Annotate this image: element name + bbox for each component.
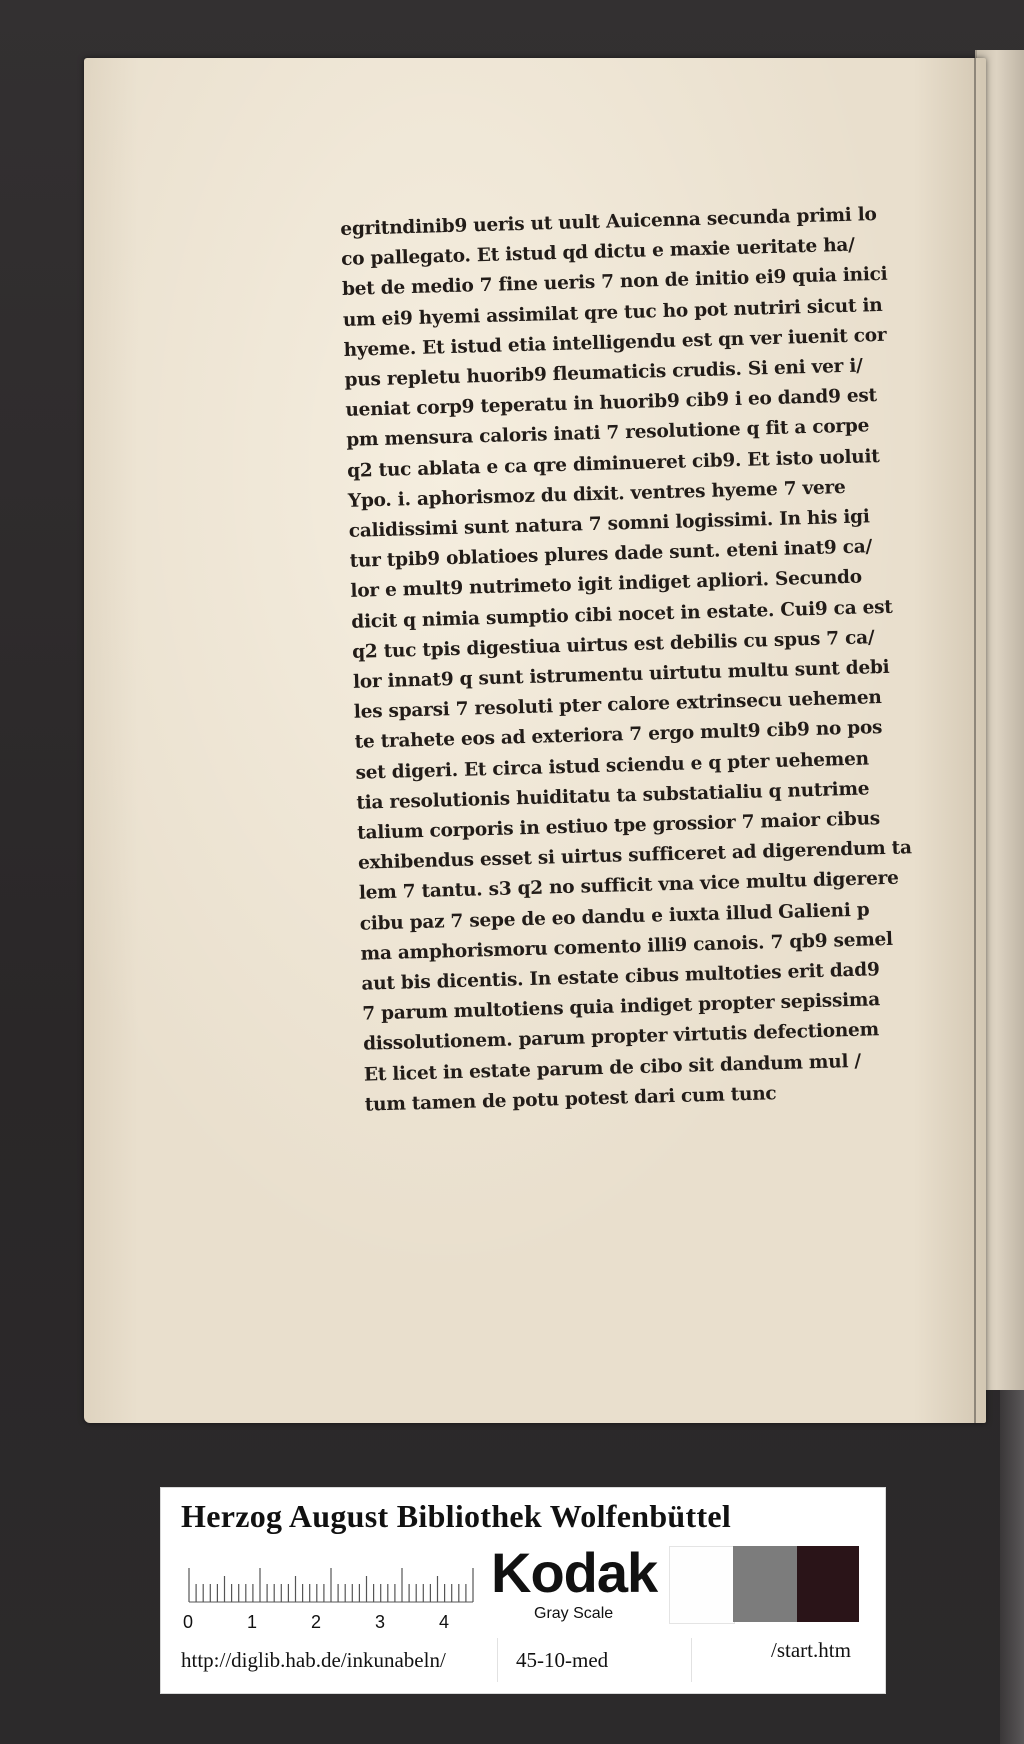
digital-library-url: http://diglib.hab.de/inkunabeln/ (181, 1648, 446, 1672)
text-line: ma amphorismoru comento illi9 canois. 7 qb9 semel (360, 928, 894, 965)
text-line: lor innat9 q sunt istrumentu uirtutu multu sunt debi (352, 656, 890, 693)
text-line: lor e mult9 nutrimeto igit indiget apliori. Secundo (350, 567, 863, 603)
gray-patch-white (669, 1546, 735, 1624)
divider (691, 1638, 692, 1682)
text-line: cibu paz 7 sepe de eo dandu e iuxta illud Galieni p (359, 899, 870, 935)
text-line: tia resolutionis huiditatu ta substatialiu q nutrime (356, 778, 870, 814)
text-line: 7 parum multotiens quia indiget propter sepissima (362, 989, 881, 1025)
gray-scale-label: Gray Scale (534, 1605, 614, 1622)
shelfmark: 45-10-med (516, 1648, 609, 1672)
divider (497, 1638, 498, 1682)
calibration-card (160, 1487, 886, 1694)
text-line: bet de medio 7 fine ueris 7 non de initio ei9 quia inici (341, 264, 888, 301)
measurement-ruler (181, 1558, 481, 1608)
ruler-number: 4 (439, 1612, 450, 1632)
ruler-number: 3 (375, 1612, 386, 1632)
text-line: exhibendus esset si uirtus sufficeret ad digerendum ta (357, 837, 912, 875)
text-line: Ypo. i. aphorismoz du dixit. ventres hyeme 7 vere (347, 476, 846, 512)
page-gutter (974, 58, 976, 1423)
text-line: set digeri. Et circa istud sciendu e q pter uehemen (355, 748, 870, 784)
text-line: q2 tuc tpis digestiua uirtus est debilis cu spus 7 ca/ (351, 627, 875, 663)
text-line: ueniat corp9 teperatu in huorib9 cib9 i eo dand9 est (345, 385, 878, 422)
gray-patch-dark (797, 1546, 859, 1622)
text-line: um ei9 hyemi assimilat qre tuc ho pot nutriri sicut in (342, 294, 883, 331)
text-line: dissolutionem. parum propter virtutis defectionem (362, 1019, 880, 1056)
text-line: dicit q nimia sumptio cibi nocet in estate. Cui9 ca est (351, 596, 893, 633)
text-line: tum tamen de potu potest dari cum tunc (364, 1083, 777, 1116)
text-line: pus repletu huorib9 fleumaticis crudis. Si eni ver i/ (344, 355, 863, 391)
kodak-logo: Kodak (491, 1541, 658, 1604)
start-page-path: /start.htm (771, 1638, 851, 1662)
text-line: Et licet in estate parum de cibo sit dandum mul / (363, 1050, 862, 1086)
library-title: Herzog August Bibliothek Wolfenbüttel (181, 1498, 732, 1534)
text-line: tur tpib9 oblatioes plures dade sunt. eteni inat9 ca/ (349, 536, 873, 573)
ruler-number: 0 (183, 1612, 194, 1632)
text-line: calidissimi sunt natura 7 somni logissimi. In his igi (348, 506, 870, 542)
text-line: talium corporis in estiuo tpe grossior 7 maior cibus (356, 808, 881, 844)
book-spine-edge (1000, 1390, 1024, 1744)
printed-text-block (340, 199, 935, 1121)
gray-patch-mid (733, 1546, 797, 1622)
ruler-number: 1 (247, 1612, 258, 1632)
text-line: egritndinib9 ueris ut uult Auicenna secunda primi lo (340, 204, 877, 240)
text-line: lem 7 tantu. s3 q2 no sufficit vna vice multu digerere (358, 868, 899, 905)
text-line: q2 tuc ablata e ca qre diminueret cib9. Et isto uoluit (346, 445, 880, 482)
text-line: hyeme. Et istud etia intelligendu est qn ver iuenit cor (343, 324, 887, 361)
text-line: te trahete eos ad exteriora 7 ergo mult9 cib9 no pos (354, 717, 883, 754)
text-line: les sparsi 7 resoluti pter calore extrinsecu uehemen (353, 687, 882, 724)
text-line: aut bis dicentis. In estate cibus multoties erit dad9 (361, 959, 880, 995)
text-line: pm mensura caloris inati 7 resolutione q fit a corpe (346, 415, 870, 452)
ruler-number: 2 (311, 1612, 322, 1632)
text-line: co pallegato. Et istud qd dictu e maxie ueritate ha/ (340, 234, 855, 271)
